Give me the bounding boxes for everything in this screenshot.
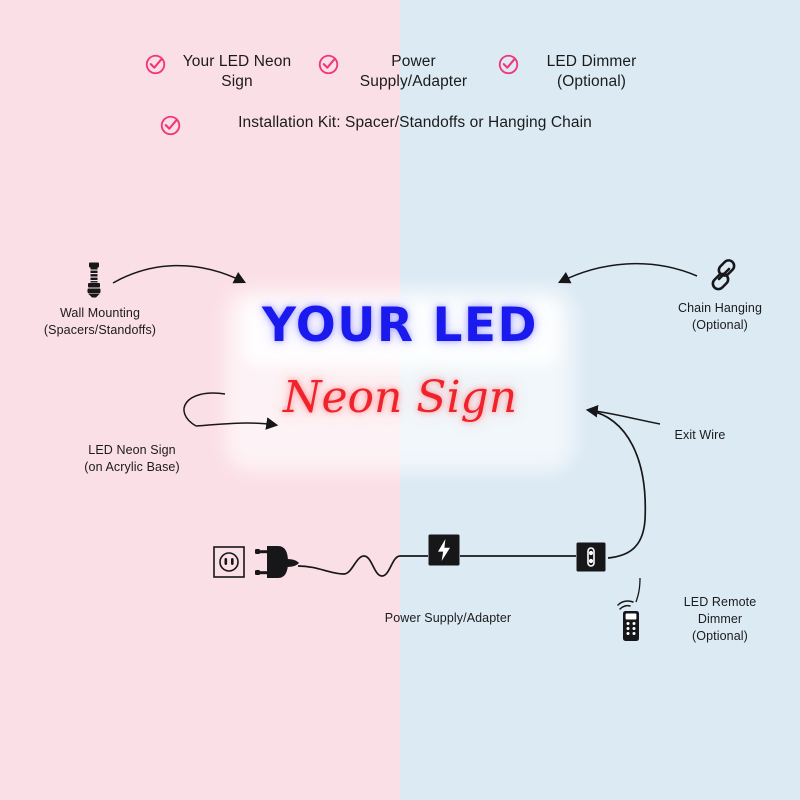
- dimmer-box-icon: [576, 542, 606, 572]
- callout-exit-wire: [655, 427, 745, 444]
- chain-link-icon: [708, 258, 740, 292]
- callout-chain-hanging-line1: Chain Hanging: [678, 301, 762, 315]
- checklist-item-power-supply: [318, 52, 480, 93]
- neon-sign-line-1: YOUR LED: [261, 298, 539, 353]
- callout-power-supply: [364, 610, 532, 627]
- remote-control-icon: [616, 600, 646, 642]
- callout-wall-mounting-line2: (Spacers/Standoffs): [43, 322, 157, 337]
- callout-led-remote-dimmer-line1: LED Remote: [683, 595, 757, 609]
- checklist-row-2: [0, 113, 800, 136]
- checklist-item-label: Installation Kit: Spacer/Standoffs or Hanging Chain: [238, 113, 592, 131]
- check-circle-icon: [145, 54, 166, 75]
- screw-bolt-icon: [84, 262, 104, 298]
- neon-sign-line-2: Neon Sign: [282, 372, 518, 423]
- checklist-item-label: Power Supply/Adapter: [359, 53, 468, 91]
- checklist-item-label: Your LED Neon Sign: [182, 53, 292, 91]
- callout-led-remote-dimmer-line2: Dimmer: [697, 611, 743, 626]
- callout-led-remote-dimmer-line3: (Optional): [692, 628, 748, 643]
- checklist-item-led-dimmer: [498, 52, 656, 93]
- callout-led-neon-sign-line2: (on Acrylic Base): [84, 459, 180, 474]
- checklist-item-label: LED Dimmer (Optional): [546, 53, 637, 91]
- checklist-item-neon-sign: [145, 52, 300, 93]
- callout-wall-mounting: [14, 305, 186, 339]
- callout-exit-wire-line1: Exit Wire: [674, 428, 726, 442]
- callout-wall-mounting-line1: Wall Mounting: [59, 306, 141, 320]
- checklist-item-installation-kit: [160, 113, 640, 136]
- check-circle-icon: [498, 54, 519, 75]
- check-circle-icon: [318, 54, 339, 75]
- power-plug-icon: [254, 546, 300, 584]
- power-adapter-icon: [428, 534, 460, 566]
- callout-chain-hanging: [640, 300, 800, 334]
- check-circle-icon: [160, 115, 181, 136]
- callout-chain-hanging-line2: (Optional): [692, 317, 748, 332]
- wall-socket-icon: [213, 546, 245, 578]
- callout-led-remote-dimmer: [648, 594, 792, 645]
- checklist: [0, 52, 800, 136]
- callout-led-neon-sign: [62, 442, 202, 476]
- callout-power-supply-line1: Power Supply/Adapter: [384, 611, 512, 625]
- callout-led-neon-sign-line1: LED Neon Sign: [88, 443, 176, 457]
- checklist-row-1: [0, 52, 800, 93]
